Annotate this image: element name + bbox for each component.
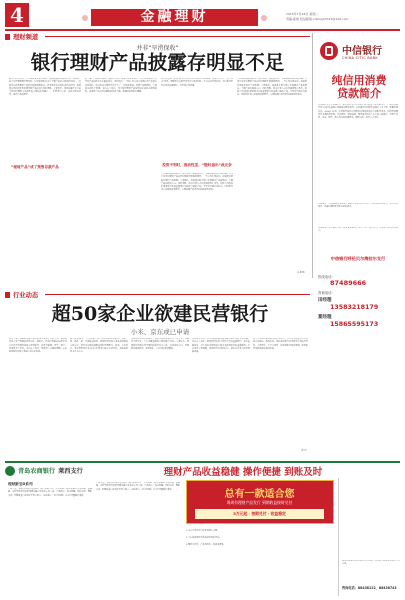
citic-title-1: 纯信用消费	[331, 74, 387, 87]
citic-phone1[interactable]: 13583218179	[330, 304, 379, 311]
section-title: 金融理财	[91, 9, 258, 26]
masthead-rule	[5, 29, 400, 31]
article1-byline: （人民网）	[295, 272, 306, 274]
qnb-item-2: 2.个人投资者购买前须进行风险评估。	[186, 537, 222, 539]
article1-subhead2: 投资不利时，流动性差、“随时退出”成无奈	[162, 163, 232, 167]
citic-phone2[interactable]: 15865595173	[330, 321, 379, 328]
article1-col3	[161, 78, 233, 160]
qnb-banner-sub: 周周有理财产品发行 到期收益按时兑付	[226, 500, 293, 505]
citic-body	[318, 104, 398, 200]
editor-info: 责编:崔楼 短信邮箱:cqlihigh3319@126.com	[286, 17, 349, 21]
band2-square-icon	[5, 292, 10, 298]
article1-col1-text: 除市场行情以外，不少投资者对银行理财产品的披露情况颇有微词，近期的产品告知不够明确不够及时，让投资者难以充分了解产品的实际运作情况。一些银行在推荐理财产品时只强调预期收益，对可能存在的风险则轻描淡写，投资者在签约时很难准确判断产品的真实风险等级。专家表示，信息披露不充分是当前银行理财市场需要重点解决的问题之一，监管部门应进一步完善相关制度，提高产品透明度。	[9, 78, 81, 97]
industry-band	[5, 290, 310, 299]
citic-logo	[318, 36, 400, 70]
citic-hotline-label: 热线电话：	[318, 275, 335, 279]
citic-conditions	[318, 203, 398, 225]
band-label: 理财频道	[13, 34, 39, 41]
article2-subheadline: 小米、京东或已申请	[130, 328, 190, 336]
qnb-product-title: 理财新宝D系列	[8, 482, 33, 486]
qnb-banner-title: 总有一款适合您	[224, 489, 295, 500]
article2-col3	[131, 338, 189, 456]
article2-byline: （京华）	[299, 450, 308, 452]
article1-col2	[85, 78, 157, 273]
page-number: 4	[5, 3, 29, 27]
citic-body-text: 中信银行成立于1987年，是中国改革开放中最早成立的新兴商业银行之一，是中国最早参与国内外金融市场融资的商业银行，并以屡创中国现代金融史上多个第一而蜚声海内外。2006年12月，中信银行被纳入国际知名媒体评选的全球银行排名。纯信用消费贷款无需抵押担保，手续简便，审批快捷，额度最高可达个人年收入的数倍，可用于装修、旅游、教育、购车等多种消费用途，期限灵活，还款方式多样。	[318, 104, 398, 120]
section-dot-right	[261, 15, 267, 21]
qnb-logo-icon	[5, 466, 15, 476]
band2-label: 行业动态	[13, 292, 39, 299]
article2-col5	[253, 338, 308, 450]
citic-conditions-text: 办理条件：年满18周岁具有完全民事行为能力的自然人，有稳定职业和收入，信用记录良好，具备按期偿还贷款本息的能力。	[318, 203, 398, 209]
article1-col3-text: 在监管层面，相关部门已多次发文要求银行规范理财产品销售行为，实行“双录”制度，明确要求在销售环节充分揭示风险。不过从执行情况看，部分银行仍存在信息披露滞后、内容简单等问题。	[161, 78, 233, 87]
qnb-item-3: 3.理财非存款，产品有风险，投资须谨慎。	[186, 544, 226, 546]
article1-col4	[237, 78, 307, 273]
qnb-header	[5, 464, 400, 477]
qnb-divider	[338, 478, 339, 596]
article1-col2-text: 据了解，目前银行理财产品的主要发售渠道仍是营业网点，客户经理在销售环节对产品的推介往往偏重收益，淡化风险。“当时工作人员告诉我这款产品基本没有风险，收益也比定期存款高不少。”一位投资者说。然而产品到期后，实际收益却低于预期。业内人士指出，部分银行理财产品说明书中的收益测算依据、投资组合构成等关键信息表述含糊，普通投资者难以理解。	[85, 78, 157, 94]
article2-col4	[192, 338, 250, 456]
citic-phone1-label: 田经理	[318, 298, 332, 303]
qnb-phone[interactable]: 咨询电话：88438122、88438743	[342, 586, 397, 590]
qnb-product-body-2-text: 产品类型：保本浮动收益型理财产品。投资方向：主要投资于银行间债券市场国债、金融债、央行票据等高信用等级的债券及货币市场工具。产品特点：收益稳健、风险较低、期限灵活、到期资金自动划转至客户账户。认购起点：5万元起购，以1万元整数倍递增。	[96, 482, 180, 491]
citic-process-text: 办理流程：客户提出申请，银行受理审核，签订合同，发放贷款。详情请咨询各营业网点。	[318, 227, 398, 233]
issue-date: 2015年7月28日 星期二	[286, 12, 319, 16]
article1-kicker: 并非“旱涝保收”	[136, 45, 179, 52]
article2-headline: 超50家企业欲建民营银行	[51, 303, 269, 325]
qnb-note-text: 莱西农商银行营业网点均可办理，详情请咨询各营业网点工作人员。	[342, 560, 400, 566]
article2-col2	[70, 338, 128, 456]
article2-col1	[9, 338, 67, 456]
citic-process	[318, 227, 398, 247]
citic-emblem-inner-icon	[325, 46, 333, 56]
citic-branch: 中信银行呼伦贝尔海拉尔支行	[330, 256, 386, 261]
article1-col4-text: 与其他投资品种相比，银行理财产品的流动性一直是投资者关心的问题。大部分封闭式理财产品在存续期间不能提前赎回，一旦市场出现波动，投资者只能被动等待产品到期。专家建议，投资者在购买前应仔细阅读产品说明书，了解产品的投资方向、风险等级、收益计算方式以及提前终止条款，根据自身的风险承受能力和资金使用计划选择合适的产品，不要盲目追求高收益。同时银行也应加强投资者教育，定期披露产品净值和投资运作情况。	[237, 78, 307, 97]
qnb-top-rule	[5, 461, 400, 463]
article1-col3b	[161, 173, 233, 273]
article1-col3b-text: 与其他投资品种相比，银行理财产品的流动性一直是投资者关心的问题。大部分封闭式理财产品在存续期间不能提前赎回，一旦市场出现波动，投资者只能被动等待产品到期。专家建议，投资者在购买前应仔细阅读产品说明书，了解产品的投资方向、风险等级、收益计算方式以及提前终止条款，根据自身的风险承受能力和资金使用计划选择合适的产品，不要盲目追求高收益。同时银行也应加强投资者教育，定期披露产品净值和投资运作情况。	[161, 173, 233, 192]
qnb-product-body-2	[96, 482, 180, 596]
article2-col1-text: 随着《关于促进民营银行发展的指导意见》日前下发，民营银行准入有了明确的制度安排。据统计，目前已有超过50家企业公开表示有意发起设立民营银行，涉及互联网、零售、地产、制造等多个行业。业内人士表示，随着准入门槛的明确，未来民营银行的设立将进入常态化阶段。	[9, 338, 67, 354]
citic-logo-en: CHINA CITIC BANK	[342, 56, 378, 60]
article1-subhead1: “理财产品”成了预售存款产品	[11, 165, 59, 169]
citic-emblem-icon	[320, 42, 338, 60]
citic-logo-cn: 中信银行	[342, 46, 382, 57]
qnb-product-body-text: 产品类型：保本浮动收益型理财产品。投资方向：主要投资于银行间债券市场国债、金融债、央行票据等高信用等级的债券及货币市场工具。产品特点：收益稳健、风险较低、期限灵活、到期资金自动划转至客户账户。认购起点：5万元起购，以1万元整数倍递增。	[8, 488, 92, 497]
article2-col2-text: 指导意见提出，坚持依法合规，积极发展民营银行，成熟一家，批准一家，不设数量限制。民营银行的设立须具备清晰的市场定位、差异化的发展战略和风险管理能力。据悉，小米科技、京东集团等企业或已向监管部门提交申请材料，具体进展尚未正式公布。	[70, 338, 128, 354]
article2-col5-text: 对于申请设立民营银行的企业而言，监管部门将重点考察发起人的资质、股权结构、风险承担能力以及商业计划的可行性。专家预计，下半年将有一批民营银行获批筹建，民营银行发展将迎来新的阶段。	[253, 338, 308, 350]
article1-col1	[9, 78, 81, 273]
band-square-icon	[5, 34, 10, 40]
band-rule	[45, 36, 310, 37]
qnb-branch: 莱西支行	[58, 468, 83, 475]
qnb-banner	[186, 480, 334, 524]
citic-contact-label: 咨询电话：	[318, 291, 335, 295]
qnb-product-body	[8, 488, 92, 596]
article1-headline: 银行理财产品披露存明显不足	[30, 51, 285, 74]
channel-band	[5, 32, 310, 41]
sidebar-divider	[312, 33, 313, 278]
qnb-headline: 理财产品收益稳健 操作便捷 到账及时	[163, 466, 323, 478]
article2-col4-text: 从政策导向看，监管层鼓励民营资本进入银行业的态度明确。业内人士指出，民营银行的设立有利于增加金融供给，完善金融体系，为实体经济特别是小微企业提供更好的金融服务。不过也有专家提醒，民营银行在风险防控、资本补充等方面仍面临挑战。	[192, 338, 250, 354]
citic-title-2: 贷款简介	[337, 87, 381, 100]
qnb-item-1: 1.本人持有效身份证件到网点办理。	[186, 530, 220, 532]
section-dot-left	[82, 15, 88, 21]
qnb-note	[342, 560, 400, 582]
qnb-logo: 青岛农商银行	[18, 468, 56, 475]
article2-col3-text: 在民营银行试点过程中，首批五家民营银行已全部开业，在服务小微企业、个人消费金融等方面积累了经验。专家认为，民营银行要想在竞争激烈的银行业中立足，必须找准定位，发挥股东资源优势，走特色化、专业化的发展道路。	[131, 338, 189, 350]
citic-hotline[interactable]: 87489666	[330, 279, 367, 287]
band2-rule	[45, 294, 310, 295]
qnb-banner-row: 5万元起 · 按期兑付 · 收益稳定	[195, 509, 324, 519]
citic-phone2-label: 夏经理	[318, 315, 332, 320]
